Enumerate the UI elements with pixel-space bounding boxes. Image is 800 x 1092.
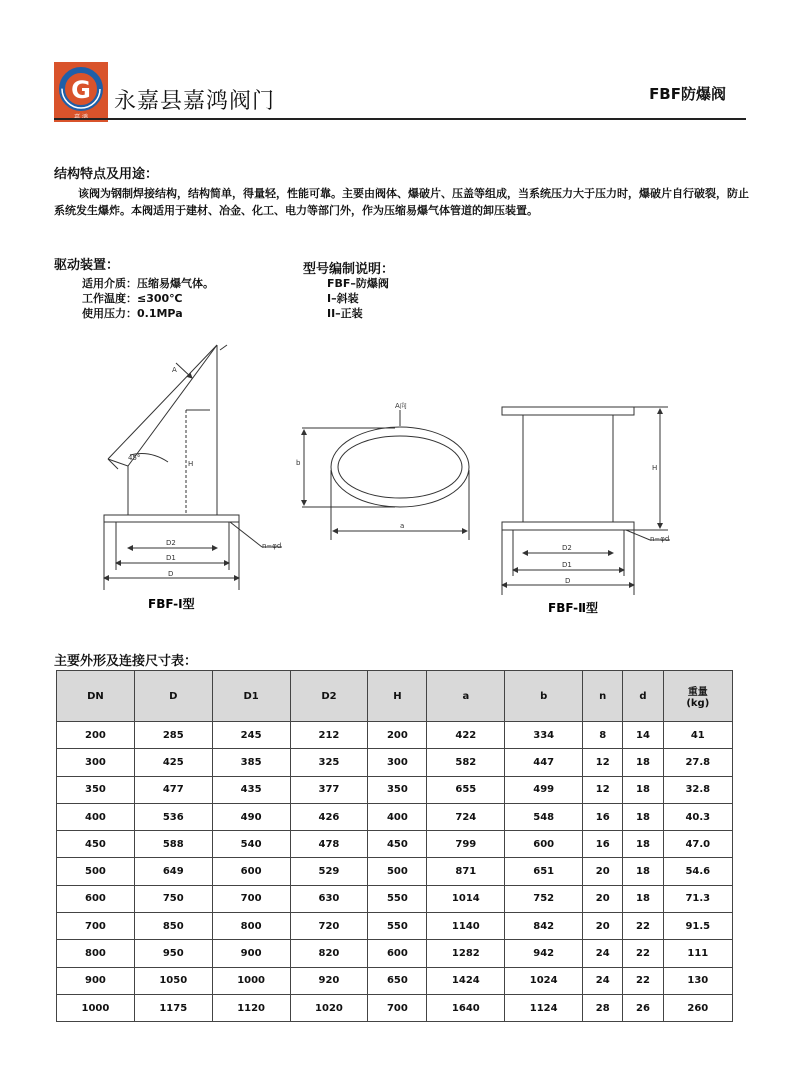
- table-cell: 600: [57, 885, 135, 912]
- table-cell: 22: [623, 913, 663, 940]
- table-cell: 800: [57, 940, 135, 967]
- col-d2: D2: [290, 671, 368, 722]
- table-cell: 550: [368, 885, 427, 912]
- table-cell: 18: [623, 749, 663, 776]
- model-line-type1: I–斜装: [327, 292, 359, 305]
- table-cell: 18: [623, 803, 663, 830]
- table-cell: 26: [623, 994, 663, 1021]
- table-cell: 435: [212, 776, 290, 803]
- table-cell: 500: [57, 858, 135, 885]
- table-cell: 47.0: [663, 831, 732, 858]
- table-cell: 20: [583, 913, 623, 940]
- type2-label-nd: n−φd: [650, 535, 670, 543]
- product-name: FBF防爆阀: [649, 85, 726, 103]
- table-cell: 91.5: [663, 913, 732, 940]
- table-cell: 212: [290, 722, 368, 749]
- table-cell: 447: [505, 749, 583, 776]
- table-cell: 41: [663, 722, 732, 749]
- logo-letter: G: [71, 76, 91, 104]
- table-cell: 300: [57, 749, 135, 776]
- table-cell: 20: [583, 885, 623, 912]
- table-cell: 842: [505, 913, 583, 940]
- table-row: [57, 885, 733, 912]
- drawing-a-view: [302, 410, 469, 540]
- col-d-hole: d: [623, 671, 663, 722]
- table-cell: 200: [368, 722, 427, 749]
- table-cell: 548: [505, 803, 583, 830]
- table-cell: 1024: [505, 967, 583, 994]
- table-cell: 422: [427, 722, 505, 749]
- table-row: [57, 749, 733, 776]
- table-cell: 200: [57, 722, 135, 749]
- table-cell: 1000: [57, 994, 135, 1021]
- table-cell: 22: [623, 940, 663, 967]
- table-cell: 1175: [134, 994, 212, 1021]
- table-cell: 724: [427, 803, 505, 830]
- table-cell: 529: [290, 858, 368, 885]
- table-cell: 450: [57, 831, 135, 858]
- table-cell: 450: [368, 831, 427, 858]
- table-cell: 1014: [427, 885, 505, 912]
- table-cell: 850: [134, 913, 212, 940]
- table-cell: 500: [368, 858, 427, 885]
- table-cell: 950: [134, 940, 212, 967]
- table-cell: 1000: [212, 967, 290, 994]
- table-cell: 377: [290, 776, 368, 803]
- table-cell: 752: [505, 885, 583, 912]
- table-cell: 651: [505, 858, 583, 885]
- table-cell: 111: [663, 940, 732, 967]
- table-cell: 820: [290, 940, 368, 967]
- table-row: [57, 858, 733, 885]
- table-cell: 550: [368, 913, 427, 940]
- table-cell: 630: [290, 885, 368, 912]
- table-cell: 700: [212, 885, 290, 912]
- table-cell: 54.6: [663, 858, 732, 885]
- table-cell: 385: [212, 749, 290, 776]
- table-cell: 14: [623, 722, 663, 749]
- type1-label-h: H: [188, 460, 194, 468]
- table-cell: 24: [583, 967, 623, 994]
- table-cell: 27.8: [663, 749, 732, 776]
- table-cell: 650: [368, 967, 427, 994]
- table-cell: 400: [57, 803, 135, 830]
- table-cell: 900: [57, 967, 135, 994]
- table-cell: 334: [505, 722, 583, 749]
- table-cell: 350: [368, 776, 427, 803]
- table-cell: 600: [368, 940, 427, 967]
- type2-label-d2: D2: [562, 544, 572, 552]
- table-cell: 350: [57, 776, 135, 803]
- table-cell: 71.3: [663, 885, 732, 912]
- table-cell: 477: [134, 776, 212, 803]
- spec-table: [56, 670, 733, 1022]
- table-cell: 16: [583, 803, 623, 830]
- table-row: [57, 831, 733, 858]
- table-cell: 1120: [212, 994, 290, 1021]
- technical-drawings: [0, 330, 800, 630]
- table-cell: 18: [623, 885, 663, 912]
- table-cell: 8: [583, 722, 623, 749]
- table-cell: 22: [623, 967, 663, 994]
- table-cell: 649: [134, 858, 212, 885]
- table-cell: 18: [623, 831, 663, 858]
- col-h: H: [368, 671, 427, 722]
- col-d1: D1: [212, 671, 290, 722]
- table-cell: 1140: [427, 913, 505, 940]
- table-row: [57, 722, 733, 749]
- header-divider: [54, 118, 746, 120]
- table-header-row: [57, 671, 733, 722]
- type1-label-nd: n−φd: [262, 542, 282, 550]
- table-row: [57, 776, 733, 803]
- table-cell: 1282: [427, 940, 505, 967]
- table-cell: 478: [290, 831, 368, 858]
- drawing-type2: [502, 407, 670, 595]
- table-row: [57, 994, 733, 1021]
- table-cell: 655: [427, 776, 505, 803]
- table-cell: 536: [134, 803, 212, 830]
- drive-list: [82, 276, 214, 321]
- table-cell: 499: [505, 776, 583, 803]
- col-dn: DN: [57, 671, 135, 722]
- type1-label-angle: 45°: [128, 454, 141, 462]
- table-cell: 900: [212, 940, 290, 967]
- table-cell: 800: [212, 913, 290, 940]
- drive-line-medium: 适用介质：压缩易爆气体。: [82, 277, 214, 290]
- table-row: [57, 940, 733, 967]
- table-cell: 425: [134, 749, 212, 776]
- col-b: b: [505, 671, 583, 722]
- type2-caption: FBF-Ⅱ型: [548, 601, 599, 615]
- aview-label-b: b: [296, 459, 301, 467]
- type1-label-a: A: [172, 366, 177, 374]
- model-line-type2: II–正装: [327, 307, 363, 320]
- features-title: 结构特点及用途：: [54, 167, 159, 182]
- table-cell: 325: [290, 749, 368, 776]
- table-cell: 40.3: [663, 803, 732, 830]
- table-row: [57, 967, 733, 994]
- type1-label-d: D: [168, 570, 174, 578]
- table-cell: 1424: [427, 967, 505, 994]
- company-logo: [54, 62, 108, 122]
- model-list: [327, 276, 389, 321]
- table-cell: 600: [505, 831, 583, 858]
- aview-label-a: a: [400, 522, 405, 530]
- table-cell: 245: [212, 722, 290, 749]
- table-title: 主要外形及连接尺寸表：: [54, 654, 198, 669]
- table-cell: 540: [212, 831, 290, 858]
- aview-label-adir: A向: [395, 402, 407, 410]
- table-cell: 285: [134, 722, 212, 749]
- table-cell: 1640: [427, 994, 505, 1021]
- drive-title: 驱动装置：: [54, 258, 120, 273]
- table-cell: 18: [623, 858, 663, 885]
- table-cell: 750: [134, 885, 212, 912]
- table-cell: 12: [583, 776, 623, 803]
- table-cell: 720: [290, 913, 368, 940]
- table-cell: 300: [368, 749, 427, 776]
- table-cell: 871: [427, 858, 505, 885]
- table-cell: 426: [290, 803, 368, 830]
- table-cell: 600: [212, 858, 290, 885]
- table-cell: 700: [57, 913, 135, 940]
- table-cell: 700: [368, 994, 427, 1021]
- table-cell: 942: [505, 940, 583, 967]
- type1-label-d1: D1: [166, 554, 176, 562]
- table-cell: 20: [583, 858, 623, 885]
- table-cell: 16: [583, 831, 623, 858]
- model-title: 型号编制说明：: [303, 262, 395, 277]
- type1-caption: FBF-Ⅰ型: [148, 597, 195, 611]
- table-cell: 32.8: [663, 776, 732, 803]
- table-cell: 1020: [290, 994, 368, 1021]
- table-cell: 12: [583, 749, 623, 776]
- company-name: 永嘉县嘉鸿阀门: [114, 89, 276, 114]
- drive-line-temp: 工作温度：≤300℃: [82, 292, 183, 305]
- table-cell: 1124: [505, 994, 583, 1021]
- table-row: [57, 803, 733, 830]
- type2-label-d: D: [565, 577, 571, 585]
- col-weight: 重量 (kg): [663, 671, 732, 722]
- table-cell: 28: [583, 994, 623, 1021]
- type2-label-d1: D1: [562, 561, 572, 569]
- table-cell: 1050: [134, 967, 212, 994]
- table-cell: 260: [663, 994, 732, 1021]
- type1-label-d2: D2: [166, 539, 176, 547]
- type2-label-h: H: [652, 464, 658, 472]
- table-cell: 18: [623, 776, 663, 803]
- table-cell: 588: [134, 831, 212, 858]
- col-n: n: [583, 671, 623, 722]
- drive-line-pressure: 使用压力：0.1MPa: [82, 307, 183, 320]
- table-cell: 490: [212, 803, 290, 830]
- table-cell: 400: [368, 803, 427, 830]
- col-d: D: [134, 671, 212, 722]
- table-cell: 24: [583, 940, 623, 967]
- features-text: 该阀为钢制焊接结构，结构简单，得量轻，性能可靠。主要由阀体、爆破片、压盖等组成，当系统压力大于压力时，爆破片自行破裂，防止系统发生爆炸。本阀适用于建材、冶金、化工、电力等部门外，作为压缩易爆气体管道的卸压装置。: [54, 187, 749, 217]
- table-cell: 799: [427, 831, 505, 858]
- table-cell: 130: [663, 967, 732, 994]
- col-a: a: [427, 671, 505, 722]
- model-line-fbf: FBF–防爆阀: [327, 277, 389, 290]
- table-cell: 582: [427, 749, 505, 776]
- table-cell: 920: [290, 967, 368, 994]
- table-row: [57, 913, 733, 940]
